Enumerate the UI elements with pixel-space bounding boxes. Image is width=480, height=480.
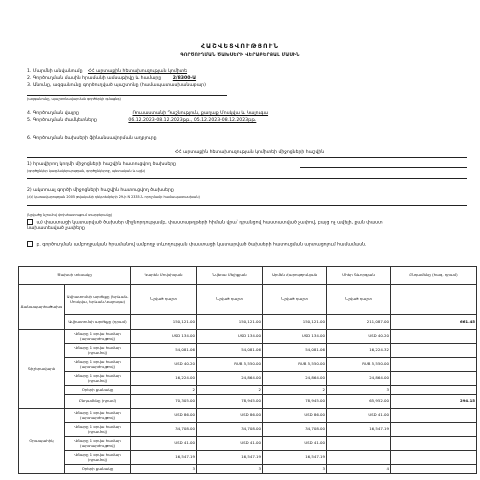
cell-total bbox=[391, 330, 477, 344]
field-5-value: 06.12.2023-08.12.2023թթ., 05.12.2023-08.12.2023թթ. bbox=[128, 118, 257, 123]
field-3 bbox=[27, 83, 206, 88]
table-row bbox=[19, 409, 477, 423]
option-a-cont: նախատեսված չափերը bbox=[27, 226, 85, 231]
table-row bbox=[19, 344, 477, 358]
table-row bbox=[19, 315, 477, 330]
group-label-lodging: Գիշերավարձ bbox=[19, 330, 65, 409]
row-label: Վճարը 1 օրվա համար (արտարժույթով) bbox=[65, 358, 131, 372]
source-2-text: 2) ակտուալ գործի միջոցների հաշվին հատուցվող ծախսերը bbox=[27, 188, 174, 193]
source-2 bbox=[27, 188, 174, 193]
table-row bbox=[19, 451, 477, 465]
cell: 150,121.00 bbox=[197, 315, 263, 330]
row-label: Վճարը 1 օրվա համար (արտարժույթով) bbox=[65, 330, 131, 344]
cell: 16,547.19 bbox=[197, 451, 263, 465]
row-label: Վճարը 1 օրվա համար (դրամով) bbox=[65, 344, 131, 358]
field-5-label: 5. Գործուղման ժամկետները bbox=[27, 118, 97, 123]
cell: 65,952.00 bbox=[327, 395, 391, 409]
cell: 3 bbox=[327, 386, 391, 395]
cell: 34,708.00 bbox=[131, 423, 197, 437]
cell-total bbox=[391, 423, 477, 437]
field-6-label: 6. Գործուղման ծախսերի ֆինանսավորման աղբյուրը bbox=[27, 136, 157, 141]
cell: Նշված դաշտ bbox=[197, 285, 263, 315]
field-1-value: ՀՀ արտաքին հետախուզության կոմիտե bbox=[87, 69, 188, 74]
table-row bbox=[19, 358, 477, 372]
cell-total bbox=[391, 344, 477, 358]
source-1-note: (գործընկեր կազմակերպության, գործընկերոջ, պետական և այլն) bbox=[27, 169, 146, 173]
table-row bbox=[19, 423, 477, 437]
field-2-label: 2. Գործուղման մասին հրամանի ամսաթիվը և համարը bbox=[27, 76, 162, 81]
cell: 78,945.00 bbox=[263, 395, 327, 409]
field-4 bbox=[27, 111, 268, 116]
cell: USD 86.00 bbox=[197, 409, 263, 423]
report-subtitle: ԳՈՐԾՈՒՂՄԱՆ ԾԱԽՍԵՐԻ ՎԵՐԱԲԵՐՅԱԼ ՄԱՍԻՆ bbox=[180, 53, 300, 58]
source-1-rule-2 bbox=[27, 178, 467, 179]
field-1-label: 1. Մարմնի անվանումը bbox=[27, 69, 83, 74]
field-4-value: Ռուսաստանի Դաշնություն, քաղաք Մոսկվա և Կալուգա bbox=[132, 111, 269, 116]
table-row bbox=[19, 386, 477, 395]
table-row bbox=[19, 372, 477, 386]
field-3-rule bbox=[27, 95, 227, 96]
table-header-row bbox=[19, 267, 477, 285]
cell-total bbox=[391, 465, 477, 474]
row-label: Վճարը 1 օրվա համար (դրամով) bbox=[65, 451, 131, 465]
cell: 16,224.32 bbox=[327, 344, 391, 358]
cell: 2 bbox=[131, 386, 197, 395]
row-label: Վճարը 1 օրվա համար (արտարժույթով) bbox=[65, 409, 131, 423]
field-3-note: (ազգանունը, պաշտոնավարման գործերկի գմացնգ) bbox=[27, 97, 121, 101]
cell: RUB 5,550.00 bbox=[197, 358, 263, 372]
cell: 78,945.00 bbox=[197, 395, 263, 409]
cell: 211,087.00 bbox=[327, 315, 391, 330]
row-label: Ավիատոմսի արժեքը (Երևան-Մոսկվա, Երևան-Կալուգա) bbox=[65, 285, 131, 315]
cell: 54,081.06 bbox=[131, 344, 197, 358]
cell: Նշված դաշտ bbox=[131, 285, 197, 315]
field-4-label: 4. Գործուղման վայրը bbox=[27, 111, 80, 116]
cell: USD 86.00 bbox=[263, 409, 327, 423]
cell-total bbox=[391, 386, 477, 395]
field-2 bbox=[27, 76, 196, 81]
cell: USD 134.00 bbox=[131, 330, 197, 344]
cell: 16,547.19 bbox=[327, 423, 391, 437]
option-a-text: ա) փաստացի կատարված ծախսեր միջնորդությամբ, փաստաթղթերի հիման վրա՝ դրանցով հաստատված չափով, բայց ոչ ավելի, քան փաստ bbox=[36, 220, 383, 226]
cell: Նշված դաշտ bbox=[327, 285, 391, 315]
row-label: Վճարը 1 օրվա համար (դրամով) bbox=[65, 372, 131, 386]
source-1-rule bbox=[300, 167, 467, 168]
cell: 54,081.06 bbox=[197, 344, 263, 358]
cell bbox=[327, 437, 391, 451]
cell-total bbox=[391, 372, 477, 386]
cell: 150,121.00 bbox=[263, 315, 327, 330]
cell-total: 661.45 bbox=[391, 315, 477, 330]
source-1-text: 1) հրավիրող կողմի միջոցների հաշվին հատուցվող ծախսերը bbox=[27, 162, 177, 167]
source-3-label: (նշվածը նշումով փոխհատուցում տարբերակը) bbox=[27, 213, 113, 217]
cell: 4 bbox=[327, 465, 391, 474]
cell: 70,305.00 bbox=[131, 395, 197, 409]
group-label-travel: Ճանապարհածախս bbox=[19, 285, 65, 330]
cell: USD 41.00 bbox=[131, 437, 197, 451]
cell: 3 bbox=[197, 465, 263, 474]
cell-total bbox=[391, 437, 477, 451]
row-label: Ընդամենը (դրամ) bbox=[65, 395, 131, 409]
cell: USD 40.20 bbox=[131, 358, 197, 372]
cell: 150,121.00 bbox=[131, 315, 197, 330]
field-1 bbox=[27, 69, 187, 74]
report-title: ՀԱՇՎԵՏՎՈՒԹՅՈՒՆ bbox=[200, 43, 280, 50]
cell: USD 86.00 bbox=[131, 409, 197, 423]
row-label: Վճարը 1 օրվա համար (դրամով) bbox=[65, 423, 131, 437]
table-row bbox=[19, 285, 477, 315]
row-label: Օրերի քանակը bbox=[65, 386, 131, 395]
table-row bbox=[19, 395, 477, 409]
field-6 bbox=[27, 136, 157, 141]
field-6-rule bbox=[27, 157, 467, 158]
field-6-value: ՀՀ արտաքին հետախուզության կոմիտեի միջոցների հաշվին bbox=[175, 150, 325, 155]
cell: 16,547.19 bbox=[263, 451, 327, 465]
cell bbox=[327, 451, 391, 465]
header-person-3: Արմեն Հարությունյան bbox=[263, 267, 327, 285]
option-b-text: բ. գործուղման ամբողջական հրամանով ամբողջ տևողության փաստացի կատարված ծախսերի հատուցման արտացոլում համամասն. bbox=[36, 242, 367, 248]
header-person-4: Մհեր Գևորգյան bbox=[327, 267, 391, 285]
group-label-per-diem: Օրապահիկ bbox=[19, 409, 65, 474]
cell: 3 bbox=[131, 465, 197, 474]
table-row bbox=[19, 465, 477, 474]
source-2-rule bbox=[27, 205, 467, 206]
cell: 34,708.00 bbox=[263, 423, 327, 437]
header-person-1: Կարեն Մովսիսյան bbox=[131, 267, 197, 285]
cell: 3 bbox=[263, 465, 327, 474]
cell-total bbox=[391, 409, 477, 423]
field-5 bbox=[27, 118, 256, 123]
header-person-2: Նվեռա Մելիքյան bbox=[197, 267, 263, 285]
cell: RUB 5,550.00 bbox=[327, 358, 391, 372]
header-expense-type: Ծախսի տեսակը bbox=[19, 267, 131, 285]
cell: 54,081.06 bbox=[263, 344, 327, 358]
cell: 16,224.00 bbox=[131, 372, 197, 386]
cell-total bbox=[391, 358, 477, 372]
cell: 34,708.00 bbox=[197, 423, 263, 437]
cell: USD 134.00 bbox=[197, 330, 263, 344]
field-3-label: 3. Անունը, ազգանունը գործուղված պաշտոնը (համապատասխանաբար) bbox=[27, 83, 206, 88]
source-1 bbox=[27, 162, 176, 167]
header-total: Ընդամենը (հազ. դրամ) bbox=[391, 267, 477, 285]
cell: USD 41.00 bbox=[327, 409, 391, 423]
table-row bbox=[19, 437, 477, 451]
option-b-checkbox-icon bbox=[27, 241, 33, 247]
cell: 24,864.00 bbox=[263, 372, 327, 386]
expenses-table bbox=[18, 266, 477, 474]
cell: USD 134.00 bbox=[263, 330, 327, 344]
cell: 2 bbox=[197, 386, 263, 395]
cell: USD 41.00 bbox=[197, 437, 263, 451]
cell: Նշված դաշտ bbox=[263, 285, 327, 315]
cell: USD 41.00 bbox=[263, 437, 327, 451]
cell: 16,547.19 bbox=[131, 451, 197, 465]
cell: 2 bbox=[263, 386, 327, 395]
field-6-value-wrap bbox=[175, 150, 324, 155]
source-3-option-b bbox=[27, 241, 367, 248]
row-label: Վճարը 1 օրվա համար (արտարժույթով) bbox=[65, 437, 131, 451]
cell: RUB 5,550.00 bbox=[263, 358, 327, 372]
option-a-checkbox-icon bbox=[27, 219, 33, 225]
source-3-option-a bbox=[27, 219, 383, 226]
source-2-note: (ՀՀ կառավարության 2005 թվականի դեկտեմբերի 29-ի N 2335-Ն որոշմամբ համապատասխան) bbox=[27, 195, 200, 199]
cell-total: 294.15 bbox=[391, 395, 477, 409]
cell: 24,864.00 bbox=[327, 372, 391, 386]
field-2-value: 2/8300-Ա bbox=[172, 76, 197, 81]
cell-total bbox=[391, 451, 477, 465]
row-label: Օրերի քանակը bbox=[65, 465, 131, 474]
row-label: Ավիատոմսի արժեքը (դրամ) bbox=[65, 315, 131, 330]
cell-total bbox=[391, 285, 477, 315]
cell: 24,864.00 bbox=[197, 372, 263, 386]
cell: USD 40.20 bbox=[327, 330, 391, 344]
table-row bbox=[19, 330, 477, 344]
